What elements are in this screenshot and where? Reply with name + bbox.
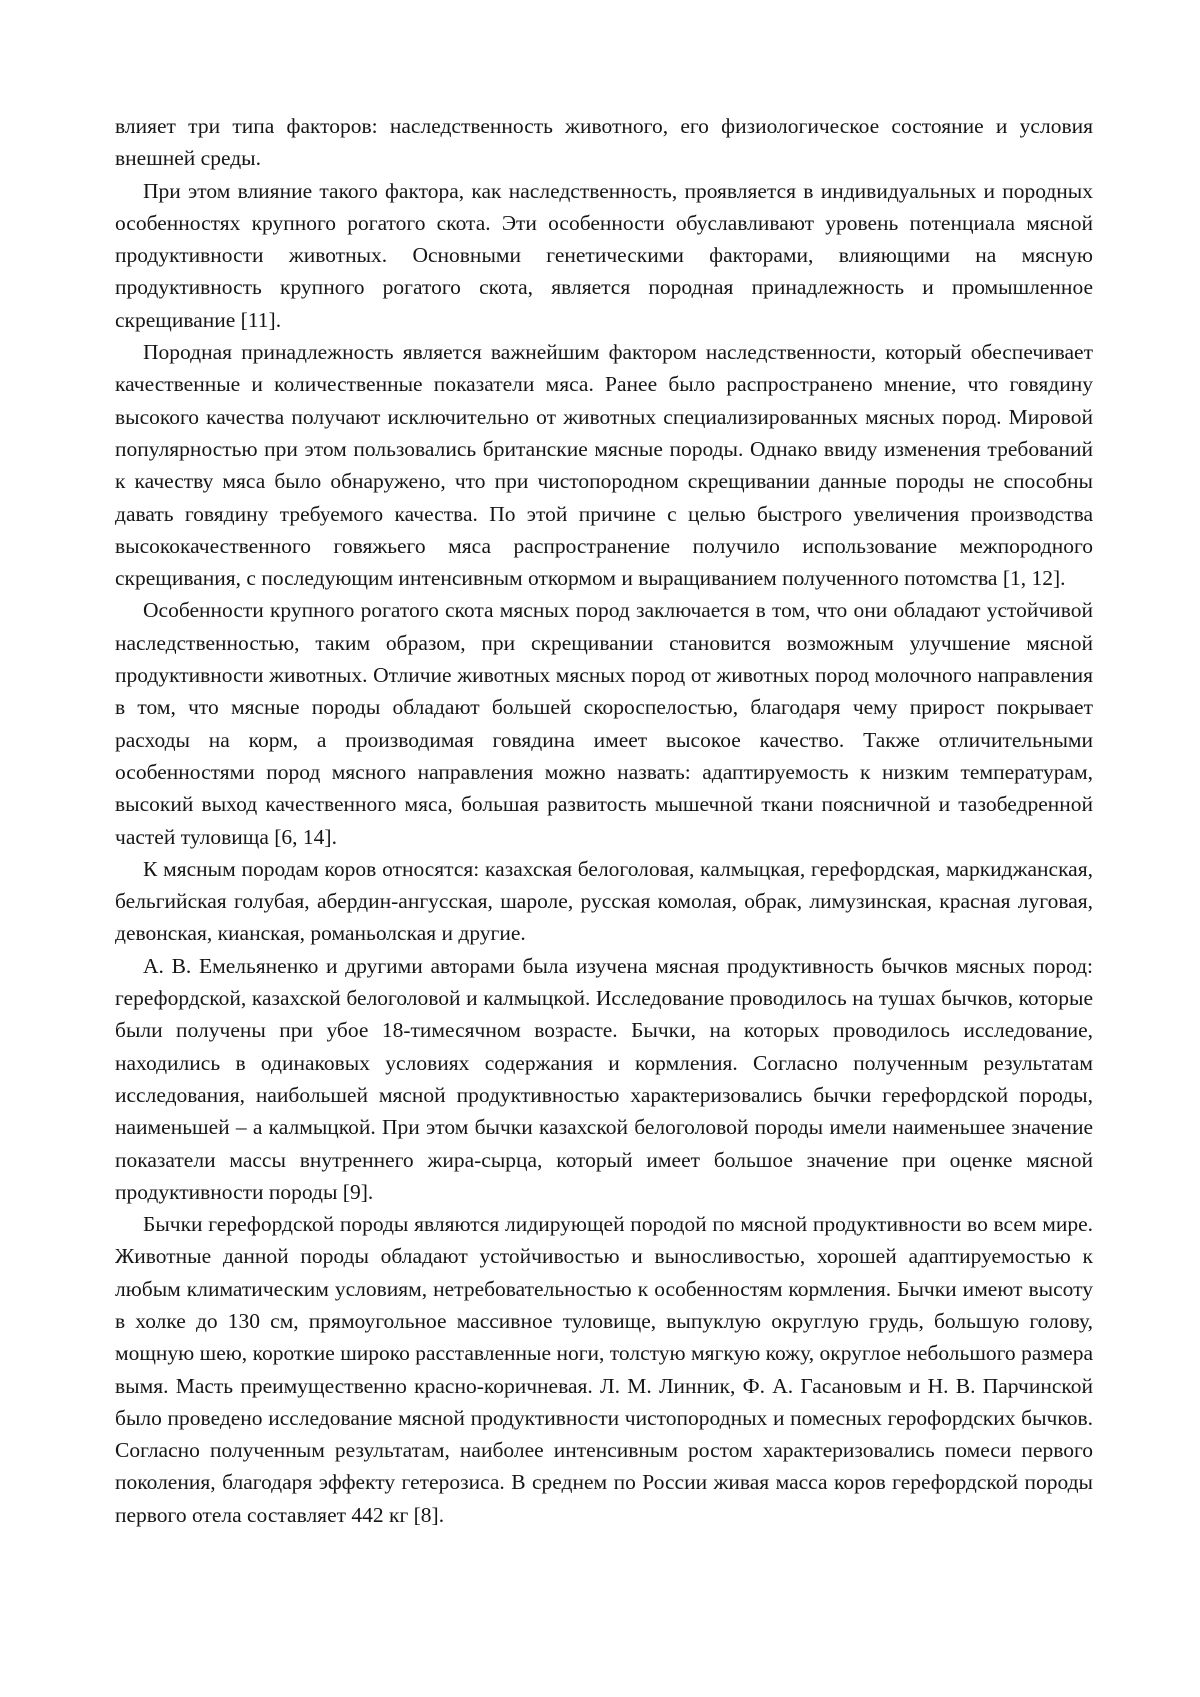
document-page: [115, 110, 1093, 1531]
paragraph-1: влияет три типа факторов: наследственность животного, его физиологическое состояние и условия внешней среды.: [115, 114, 1093, 171]
paragraph-4: Особенности крупного рогатого скота мясных пород заключается в том, что они обладают устойчивой наследственностью, таким образом, при скрещивании становится возможным улучшение мясной продуктивности животных. Отличие животных мясных пород от животных пород молочного направления в том, что мясные породы обладают большей скороспелостью, благодаря чему прирост покрывает расходы на корм, а производимая говядина имеет высокое качество. Также отличительными особенностями пород мясного направления можно назвать: адаптируемость к низким температурам, высокий выход качественного мяса, большая развитость мышечной ткани поясничной и тазобедренной частей туловища [6, 14].: [115, 598, 1093, 849]
paragraph-6: А. В. Емельяненко и другими авторами была изучена мясная продуктивность бычков мясных пород: герефордской, казахской белоголовой и калмыцкой. Исследование проводилось на тушах бычков, которые были получены при убое 18-тимесячном возрасте. Бычки, на которых проводилось исследование, находились в одинаковых условиях содержания и кормления. Согласно полученным результатам исследования, наибольшей мясной продуктивностью характеризовались бычки герефордской породы, наименьшей – а калмыцкой. При этом бычки казахской белоголовой породы имели наименьшее значение показатели массы внутреннего жира-сырца, который имеет большое значение при оценке мясной продуктивности породы [9].: [115, 953, 1093, 1204]
paragraph-5: К мясным породам коров относятся: казахская белоголовая, калмыцкая, герефордская, маркиджанская, бельгийская голубая, абердин-ангусская, шароле, русская комолая, обрак, лимузинская, красная луговая, девонская, кианская, романьолская и другие.: [115, 856, 1093, 946]
paragraph-7: Бычки герефордской породы являются лидирующей породой по мясной продуктивности во всем мире. Животные данной породы обладают устойчивостью и выносливостью, хорошей адаптируемостью к любым климатическим условиям, нетребовательностью к особенностям кормления. Бычки имеют высоту в холке до 130 см, прямоугольное массивное туловище, выпуклую округлую грудь, большую голову, мощную шею, короткие широко расставленные ноги, толстую мягкую кожу, округлое небольшого размера вымя. Масть преимущественно красно-коричневая. Л. М. Линник, Ф. А. Гасановым и Н. В. Парчинской было проведено исследование мясной продуктивности чистопородных и помесных герофордских бычков. Согласно полученным результатам, наиболее интенсивным ростом характеризовались помеси первого поколения, благодаря эффекту гетерозиса. В среднем по России живая масса коров герефордской породы первого отела составляет 442 кг [8].: [115, 1212, 1093, 1527]
paragraph-2: При этом влияние такого фактора, как наследственность, проявляется в индивидуальных и породных особенностях крупного рогатого скота. Эти особенности обуславливают уровень потенциала мясной продуктивности животных. Основными генетическими факторами, влияющими на мясную продуктивность крупного рогатого скота, является породная принадлежность и промышленное скрещивание [11].: [115, 178, 1093, 332]
paragraph-3: Породная принадлежность является важнейшим фактором наследственности, который обеспечивает качественные и количественные показатели мяса. Ранее было распространено мнение, что говядину высокого качества получают исключительно от животных специализированных мясных пород. Мировой популярностью при этом пользовались британские мясные породы. Однако ввиду изменения требований к качеству мяса было обнаружено, что при чистопородном скрещивании данные породы не способны давать говядину требуемого качества. По этой причине с целью быстрого увеличения производства высококачественного говяжьего мяса распространение получило использование межпородного скрещивания, с последующим интенсивным откормом и выращиванием полученного потомства [1, 12].: [115, 340, 1093, 591]
